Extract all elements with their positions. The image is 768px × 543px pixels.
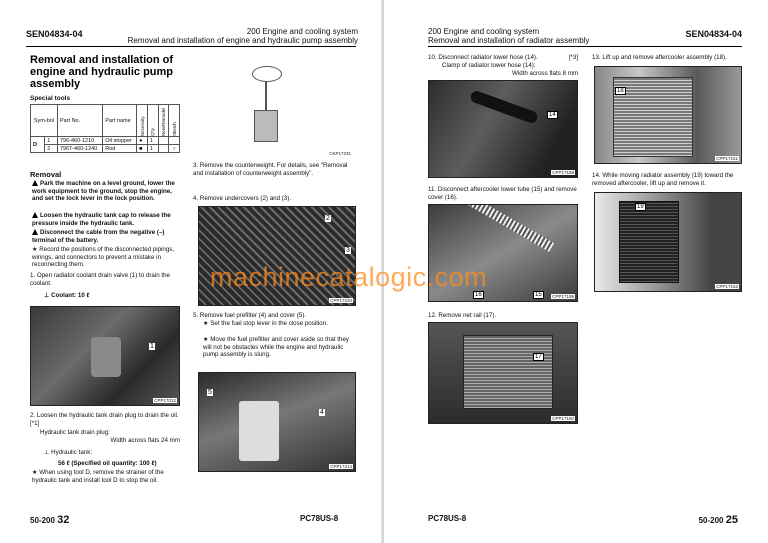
special-tools-table: Sym-bol Part No. Part name Necessity Q'ty New/Remodel Sketch D 1 796-460-1210 Oil stopper ● 1 2 796T-460-1240 Rod ■ 1 ○ [30,104,180,153]
right-header-code: SEN04834-04 [685,29,742,39]
special-tools-heading: Special tools [30,95,71,102]
star-icon: ★ [203,336,211,343]
photo-net-rail: 17 CPP17160 [428,322,578,424]
star-icon: ★ [203,320,211,327]
clamp-value: Width across flats 8 mm [511,70,578,77]
photo-radiator-drain: CPP17012 1 [30,306,180,406]
page-title: Removal and installation of engine and hydraulic pump assembly [30,54,174,90]
right-footer-page: 50-200 25 [698,514,738,526]
coolant-spec: ⊥ Coolant: 10 ℓ [44,292,90,299]
right-header-section: 200 Engine and cooling system Removal and installation of radiator assembly [428,27,590,45]
table-row: 2 796T-460-1240 Rod ■ 1 ○ [31,145,180,153]
tank-value: 56 ℓ (Specified oil quantity: 100 ℓ) [58,460,157,467]
watermark: machinecatalogic.com [210,262,488,292]
note-3: ★ Set the fuel stop lever in the close position. [203,320,328,327]
star-icon: ★ [32,246,40,253]
photo-tool-diagram: CKP17231 [198,60,356,158]
plug-value: Width across flats 24 mm [110,437,180,444]
step-1: 1. Open radiator coolant drain valve (1) to drain the coolant. [30,272,170,287]
left-footer-model: PC78US-8 [300,514,339,523]
clamp-label: Clamp of radiator lower hose (14): [442,62,536,69]
warning-3: Disconnect the cable from the negative (–) terminal of the battery. [32,229,165,244]
note-4: ★ Move the fuel prefilter and cover aside so that they will not be obstacles while the engine and hydraulic pump assembly is slung. [203,336,349,359]
step-13: 13. Lift up and remove aftercooler assembly (18). [592,54,727,61]
note-1: ★ Record the positions of the disconnected pipings, wirings, and connectors to prevent a mistake in reconnecting them. [32,246,175,269]
step-4: 4. Remove undercovers (2) and (3). [193,195,292,202]
right-footer-model: PC78US-8 [428,514,467,523]
step-11: 11. Disconnect aftercooler lower tube (15) and remove cover (16). [428,186,577,201]
warning-icon [32,212,38,218]
note-2: ★ When using tool D, remove the strainer of the hydraulic tank and install tool D to stop the oil. [32,469,164,484]
right-header-rule [428,46,742,47]
left-header-section: 200 Engine and cooling system Removal and installation of engine and hydraulic pump assembly [127,27,358,45]
warning-icon [32,229,38,235]
warning-icon [32,180,38,186]
photo-aftercooler-assembly: 18 CPP17161 [594,66,742,164]
left-header-code: SEN04834-04 [26,29,83,39]
step-3: 3. Remove the counterweight. For details, see “Removal and installation of counterweight assembly”. [193,162,348,177]
warning-1: Park the machine on a level ground, lower the work equipment to the ground, stop the engine, and set the lock lever in the lock position. [32,180,175,203]
photo-radiator-hose: 14 CPP17158 [428,80,578,178]
tank-label: ⊥ Hydraulic tank: [44,449,93,456]
drain-icon: ⊥ [44,292,52,299]
photo-undercovers: CPP17220 2 3 [198,206,356,306]
table-row: D 1 796-460-1210 Oil stopper ● 1 [31,137,180,145]
star-icon: ★ [32,469,40,476]
left-footer-page: 50-200 32 [30,514,70,526]
step-5: 5. Remove fuel prefilter (4) and cover (5). [193,312,307,319]
plug-label: Hydraulic tank drain plug: [40,429,110,436]
photo-radiator-assembly: 19 CPP17162 [594,192,742,292]
warning-2: Loosen the hydraulic tank cap to release the pressure inside the hydraulic tank. [32,212,171,227]
step-12: 12. Remove net rail (17). [428,312,497,319]
step-10: 10. Disconnect radiator lower hose (14). [*3] [428,54,578,61]
photo-aftercooler-tube: 16 15 CPP17159 [428,204,578,302]
step-14: 14. While moving radiator assembly (19) toward the removed aftercooler, lift up and remove it. [592,172,734,187]
removal-heading: Removal [30,170,62,179]
drain-icon: ⊥ [44,449,52,456]
photo-fuel-prefilter: CPP17214 5 4 [198,372,356,472]
left-header-rule [26,46,356,47]
step-2: 2. Loosen the hydraulic tank drain plug to drain the oil. [*1] [30,412,179,427]
